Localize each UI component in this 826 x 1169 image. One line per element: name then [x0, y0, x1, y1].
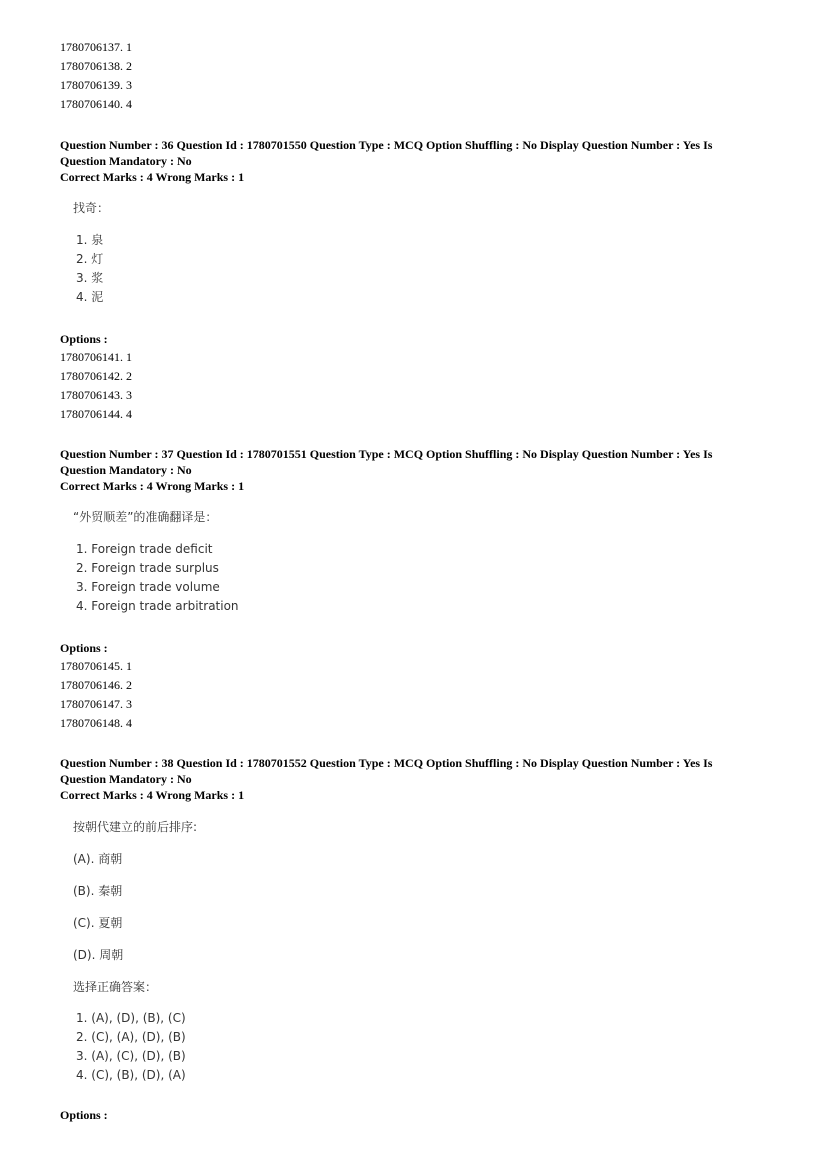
choice-item: 1. 泉: [76, 233, 104, 247]
choice-item: 2. 灯: [76, 252, 104, 266]
question-37: [60, 446, 760, 616]
question-marks: Correct Marks : 4 Wrong Marks : 1: [60, 170, 245, 184]
question-body: [73, 818, 760, 1085]
question-body: [73, 199, 760, 307]
choice-list: [76, 540, 760, 616]
question-header: Question Number : 38 Question Id : 1780701552 Question Type : MCQ Option Shuffling : No Display Question Number : Yes Is Question Mandatory : No: [60, 756, 713, 786]
question-37-options: [60, 639, 760, 733]
option-line: 1780706143. 3: [60, 388, 132, 402]
question-38: [60, 755, 760, 1085]
option-line: 1780706137. 1: [60, 40, 132, 54]
ordering-item: (D). 周朝: [73, 948, 124, 962]
choice-item: 1. Foreign trade deficit: [76, 542, 213, 556]
option-line: 1780706138. 2: [60, 59, 132, 73]
ordering-item: (B). 秦朝: [73, 884, 123, 898]
options-label: Options :: [60, 641, 108, 655]
options-label: Options :: [60, 1108, 108, 1122]
question-header: Question Number : 36 Question Id : 1780701550 Question Type : MCQ Option Shuffling : No Display Question Number : Yes Is Question Mandatory : No: [60, 138, 713, 168]
choice-list: [76, 231, 760, 307]
ordering-item: (A). 商朝: [73, 852, 123, 866]
option-line: 1780706144. 4: [60, 407, 132, 421]
question-marks: Correct Marks : 4 Wrong Marks : 1: [60, 788, 245, 802]
option-line: 1780706145. 1: [60, 659, 132, 673]
select-prompt: 选择正确答案：: [73, 980, 158, 994]
question-prompt: 找奇：: [73, 201, 110, 215]
choice-item: 2. Foreign trade surplus: [76, 561, 219, 575]
choice-item: 3. (A), (C), (D), (B): [76, 1049, 186, 1063]
choice-item: 3. 浆: [76, 271, 104, 285]
choice-item: 4. (C), (B), (D), (A): [76, 1068, 186, 1082]
choice-item: 4. 泥: [76, 290, 104, 304]
option-line: 1780706146. 2: [60, 678, 132, 692]
choice-item: 3. Foreign trade volume: [76, 580, 220, 594]
option-line: 1780706147. 3: [60, 697, 132, 711]
choice-item: 4. Foreign trade arbitration: [76, 599, 239, 613]
question-header: Question Number : 37 Question Id : 1780701551 Question Type : MCQ Option Shuffling : No Display Question Number : Yes Is Question Mandatory : No: [60, 447, 713, 477]
option-line: 1780706139. 3: [60, 78, 132, 92]
prev-question-options: [60, 38, 760, 114]
question-marks: Correct Marks : 4 Wrong Marks : 1: [60, 479, 245, 493]
options-label: Options :: [60, 332, 108, 346]
ordering-item: (C). 夏朝: [73, 916, 123, 930]
question-36-options: [60, 330, 760, 424]
question-38-options: [60, 1106, 760, 1124]
choice-list: [76, 1009, 760, 1085]
question-36: [60, 137, 760, 307]
option-line: 1780706141. 1: [60, 350, 132, 364]
option-line: 1780706142. 2: [60, 369, 132, 383]
option-line: 1780706140. 4: [60, 97, 132, 111]
choice-item: 1. (A), (D), (B), (C): [76, 1011, 186, 1025]
option-line: 1780706148. 4: [60, 716, 132, 730]
question-prompt: “外贸顺差”的准确翻译是：: [73, 510, 218, 524]
question-body: [73, 508, 760, 616]
question-prompt: 按朝代建立的前后排序:: [73, 820, 198, 834]
choice-item: 2. (C), (A), (D), (B): [76, 1030, 186, 1044]
